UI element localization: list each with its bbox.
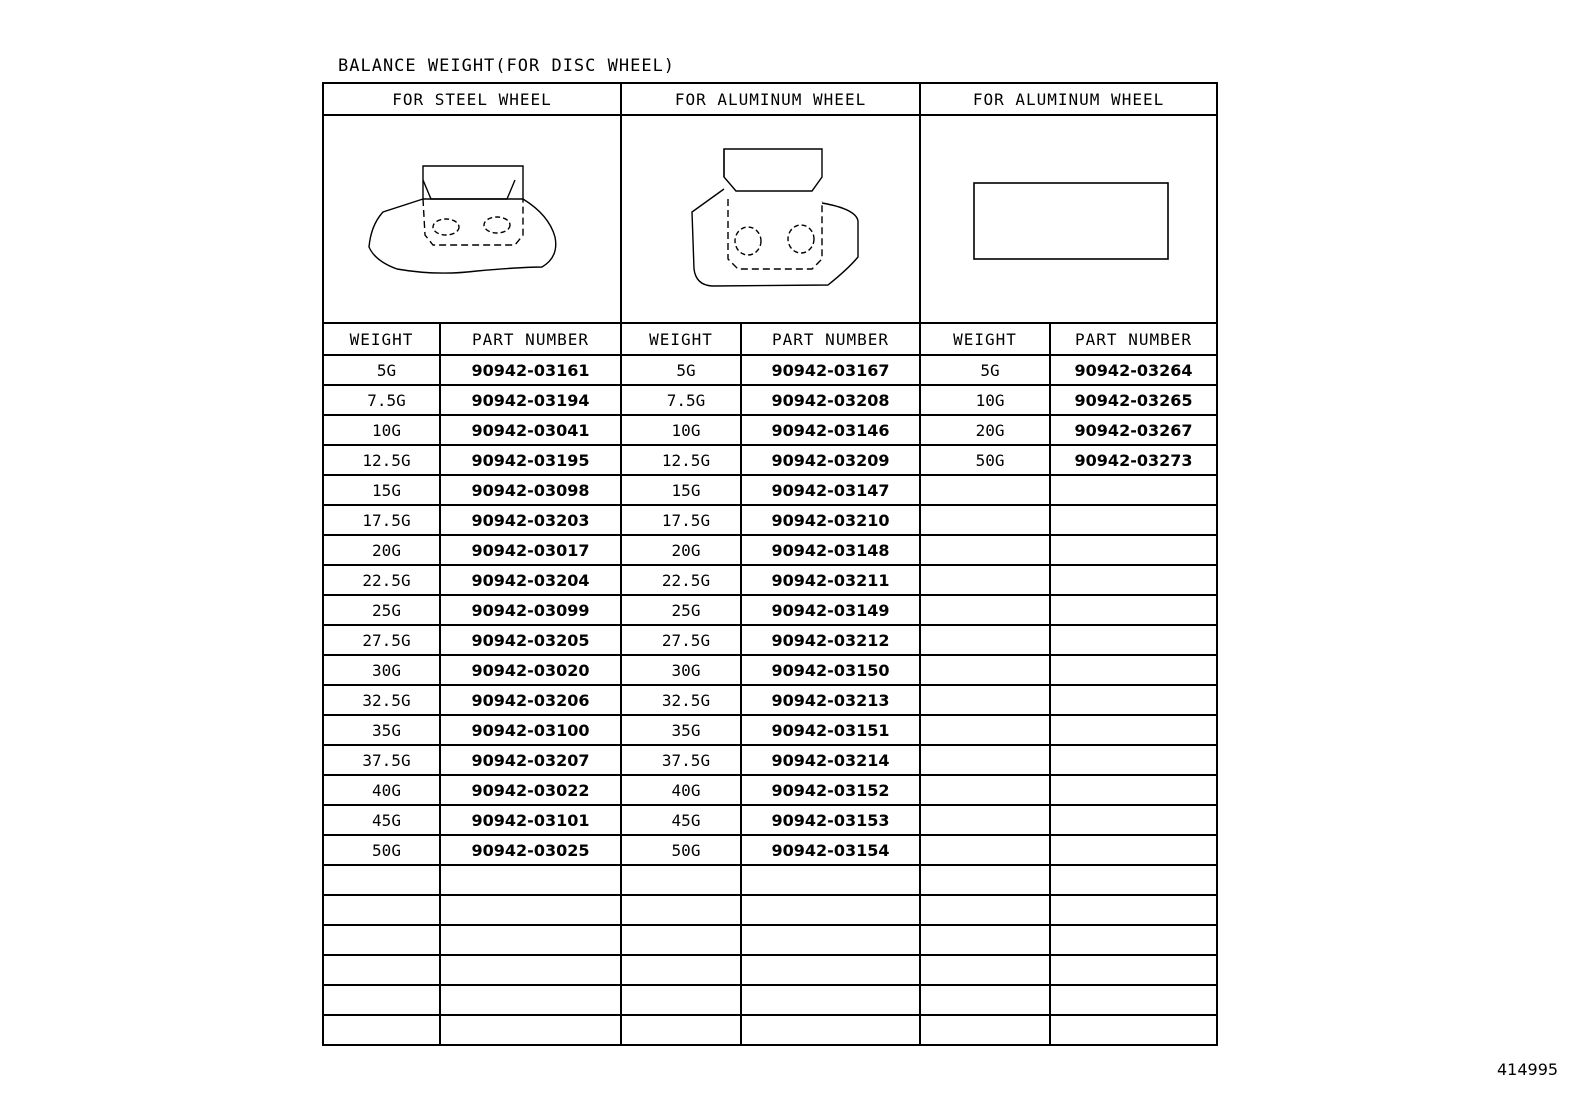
- part-number-cell: 90942-03098: [440, 475, 621, 505]
- table-row: [323, 685, 1217, 715]
- part-number-header: PART NUMBER: [440, 323, 621, 355]
- weight-cell: 17.5G: [323, 505, 440, 535]
- part-number-cell: [440, 1015, 621, 1045]
- part-number-cell: 90942-03099: [440, 595, 621, 625]
- part-number-cell: 90942-03150: [741, 655, 920, 685]
- weight-cell: [920, 955, 1050, 985]
- table-row: [323, 595, 1217, 625]
- weight-cell: [323, 865, 440, 895]
- part-number-cell: 90942-03101: [440, 805, 621, 835]
- part-number-cell: [1050, 955, 1217, 985]
- part-number-cell: [1050, 685, 1217, 715]
- page-title: BALANCE WEIGHT(FOR DISC WHEEL): [338, 56, 676, 76]
- table-row: [323, 535, 1217, 565]
- table-row: [323, 925, 1217, 955]
- weight-cell: [621, 925, 741, 955]
- part-number-cell: [1050, 655, 1217, 685]
- part-number-cell: 90942-03151: [741, 715, 920, 745]
- part-number-cell: 90942-03211: [741, 565, 920, 595]
- part-number-cell: 90942-03146: [741, 415, 920, 445]
- group-header-aluminum-adhesive: FOR ALUMINUM WHEEL: [920, 83, 1217, 115]
- table-row: [323, 445, 1217, 475]
- part-number-cell: [1050, 595, 1217, 625]
- weight-cell: [920, 655, 1050, 685]
- part-number-cell: [741, 925, 920, 955]
- weight-cell: 20G: [323, 535, 440, 565]
- group-header-row: [323, 83, 1217, 115]
- table-row: [323, 805, 1217, 835]
- balance-weight-table: [322, 82, 1218, 1046]
- weight-cell: 45G: [323, 805, 440, 835]
- weight-cell: [920, 805, 1050, 835]
- weight-cell: 37.5G: [621, 745, 741, 775]
- part-number-cell: 90942-03161: [440, 355, 621, 385]
- part-number-cell: 90942-03210: [741, 505, 920, 535]
- part-number-cell: [440, 865, 621, 895]
- part-number-cell: [440, 925, 621, 955]
- part-number-cell: 90942-03265: [1050, 385, 1217, 415]
- part-number-cell: 90942-03020: [440, 655, 621, 685]
- weight-cell: 10G: [621, 415, 741, 445]
- weight-cell: [920, 1015, 1050, 1045]
- weight-cell: 12.5G: [621, 445, 741, 475]
- table-row: [323, 955, 1217, 985]
- aluminum-clip-weight-icon: [626, 119, 916, 319]
- part-number-cell: [1050, 805, 1217, 835]
- part-number-cell: 90942-03017: [440, 535, 621, 565]
- part-number-cell: 90942-03204: [440, 565, 621, 595]
- part-number-cell: [741, 1015, 920, 1045]
- weight-cell: 37.5G: [323, 745, 440, 775]
- weight-cell: 20G: [621, 535, 741, 565]
- steel-clip-weight-icon: [327, 119, 617, 319]
- weight-cell: [920, 985, 1050, 1015]
- part-number-cell: 90942-03147: [741, 475, 920, 505]
- part-number-cell: 90942-03212: [741, 625, 920, 655]
- weight-cell: 50G: [621, 835, 741, 865]
- weight-cell: [920, 535, 1050, 565]
- weight-cell: [920, 475, 1050, 505]
- weight-cell: [920, 565, 1050, 595]
- part-number-cell: [741, 865, 920, 895]
- weight-cell: [323, 925, 440, 955]
- part-number-cell: 90942-03148: [741, 535, 920, 565]
- weight-cell: 50G: [920, 445, 1050, 475]
- weight-cell: [621, 1015, 741, 1045]
- adhesive-weight-illustration: [920, 115, 1217, 323]
- part-number-cell: 90942-03152: [741, 775, 920, 805]
- weight-cell: [920, 895, 1050, 925]
- part-number-cell: 90942-03025: [440, 835, 621, 865]
- part-number-cell: 90942-03154: [741, 835, 920, 865]
- part-number-cell: [440, 895, 621, 925]
- weight-cell: [323, 1015, 440, 1045]
- weight-cell: [920, 835, 1050, 865]
- steel-weight-illustration: [323, 115, 621, 323]
- part-number-header: PART NUMBER: [741, 323, 920, 355]
- weight-cell: [920, 595, 1050, 625]
- part-number-cell: [1050, 745, 1217, 775]
- weight-cell: 30G: [621, 655, 741, 685]
- part-number-header: PART NUMBER: [1050, 323, 1217, 355]
- weight-cell: 45G: [621, 805, 741, 835]
- weight-cell: [920, 715, 1050, 745]
- weight-cell: 32.5G: [621, 685, 741, 715]
- weight-cell: 5G: [323, 355, 440, 385]
- weight-cell: 40G: [621, 775, 741, 805]
- part-number-cell: 90942-03149: [741, 595, 920, 625]
- weight-cell: 10G: [323, 415, 440, 445]
- weight-cell: 5G: [920, 355, 1050, 385]
- adhesive-weight-icon: [924, 119, 1214, 319]
- part-number-cell: [741, 985, 920, 1015]
- part-number-cell: [741, 895, 920, 925]
- part-number-cell: 90942-03100: [440, 715, 621, 745]
- table-row: [323, 355, 1217, 385]
- part-number-cell: [1050, 1015, 1217, 1045]
- part-number-cell: 90942-03153: [741, 805, 920, 835]
- weight-cell: 27.5G: [621, 625, 741, 655]
- weight-cell: 20G: [920, 415, 1050, 445]
- table-row: [323, 565, 1217, 595]
- table-row: [323, 895, 1217, 925]
- part-number-cell: 90942-03206: [440, 685, 621, 715]
- part-number-cell: [1050, 535, 1217, 565]
- part-number-cell: 90942-03209: [741, 445, 920, 475]
- weight-cell: 7.5G: [621, 385, 741, 415]
- table-row: [323, 745, 1217, 775]
- weight-cell: 15G: [621, 475, 741, 505]
- part-number-cell: [440, 985, 621, 1015]
- part-number-cell: 90942-03022: [440, 775, 621, 805]
- table-row: [323, 625, 1217, 655]
- weight-header: WEIGHT: [323, 323, 440, 355]
- part-number-cell: 90942-03167: [741, 355, 920, 385]
- illustration-row: [323, 115, 1217, 323]
- part-number-cell: [1050, 835, 1217, 865]
- weight-cell: 30G: [323, 655, 440, 685]
- weight-cell: 50G: [323, 835, 440, 865]
- weight-cell: 5G: [621, 355, 741, 385]
- part-number-cell: [440, 955, 621, 985]
- weight-cell: [920, 775, 1050, 805]
- part-number-cell: 90942-03264: [1050, 355, 1217, 385]
- table-row: [323, 1015, 1217, 1045]
- weight-cell: 22.5G: [621, 565, 741, 595]
- table-row: [323, 475, 1217, 505]
- weight-cell: [920, 745, 1050, 775]
- group-header-steel: FOR STEEL WHEEL: [323, 83, 621, 115]
- table-row: [323, 385, 1217, 415]
- weight-cell: [621, 865, 741, 895]
- part-number-cell: [1050, 985, 1217, 1015]
- part-number-cell: 90942-03208: [741, 385, 920, 415]
- weight-cell: 25G: [621, 595, 741, 625]
- weight-cell: [920, 865, 1050, 895]
- part-number-cell: [1050, 895, 1217, 925]
- weight-cell: [920, 685, 1050, 715]
- document-id: 414995: [1497, 1060, 1559, 1079]
- table-row: [323, 835, 1217, 865]
- part-number-cell: [1050, 565, 1217, 595]
- column-header-row: [323, 323, 1217, 355]
- part-number-cell: [1050, 865, 1217, 895]
- part-number-cell: 90942-03195: [440, 445, 621, 475]
- weight-cell: 27.5G: [323, 625, 440, 655]
- part-number-cell: 90942-03214: [741, 745, 920, 775]
- aluminum-weight-illustration: [621, 115, 920, 323]
- part-number-cell: 90942-03205: [440, 625, 621, 655]
- table-row: [323, 715, 1217, 745]
- weight-cell: [920, 625, 1050, 655]
- table-row: [323, 505, 1217, 535]
- table-row: [323, 655, 1217, 685]
- weight-cell: 22.5G: [323, 565, 440, 595]
- table-row: [323, 415, 1217, 445]
- part-number-cell: [1050, 715, 1217, 745]
- part-number-cell: [1050, 625, 1217, 655]
- weight-cell: 17.5G: [621, 505, 741, 535]
- weight-cell: 25G: [323, 595, 440, 625]
- part-number-cell: [1050, 775, 1217, 805]
- weight-cell: [323, 895, 440, 925]
- part-number-cell: 90942-03267: [1050, 415, 1217, 445]
- part-number-cell: 90942-03041: [440, 415, 621, 445]
- weight-cell: 32.5G: [323, 685, 440, 715]
- weight-header: WEIGHT: [920, 323, 1050, 355]
- weight-cell: [920, 505, 1050, 535]
- weight-header: WEIGHT: [621, 323, 741, 355]
- part-number-cell: [1050, 925, 1217, 955]
- weight-cell: [621, 895, 741, 925]
- weight-cell: 35G: [621, 715, 741, 745]
- part-number-cell: 90942-03273: [1050, 445, 1217, 475]
- part-number-cell: 90942-03194: [440, 385, 621, 415]
- weight-cell: [920, 925, 1050, 955]
- group-header-aluminum: FOR ALUMINUM WHEEL: [621, 83, 920, 115]
- weight-cell: [323, 985, 440, 1015]
- part-number-cell: 90942-03213: [741, 685, 920, 715]
- weight-cell: [621, 985, 741, 1015]
- weight-cell: 40G: [323, 775, 440, 805]
- weight-cell: [323, 955, 440, 985]
- table-row: [323, 775, 1217, 805]
- weight-cell: 15G: [323, 475, 440, 505]
- weight-cell: 7.5G: [323, 385, 440, 415]
- table-row: [323, 865, 1217, 895]
- table-row: [323, 985, 1217, 1015]
- part-number-cell: [741, 955, 920, 985]
- part-number-cell: 90942-03203: [440, 505, 621, 535]
- weight-cell: 10G: [920, 385, 1050, 415]
- part-number-cell: 90942-03207: [440, 745, 621, 775]
- weight-cell: [621, 955, 741, 985]
- weight-cell: 12.5G: [323, 445, 440, 475]
- part-number-cell: [1050, 475, 1217, 505]
- part-number-cell: [1050, 505, 1217, 535]
- weight-cell: 35G: [323, 715, 440, 745]
